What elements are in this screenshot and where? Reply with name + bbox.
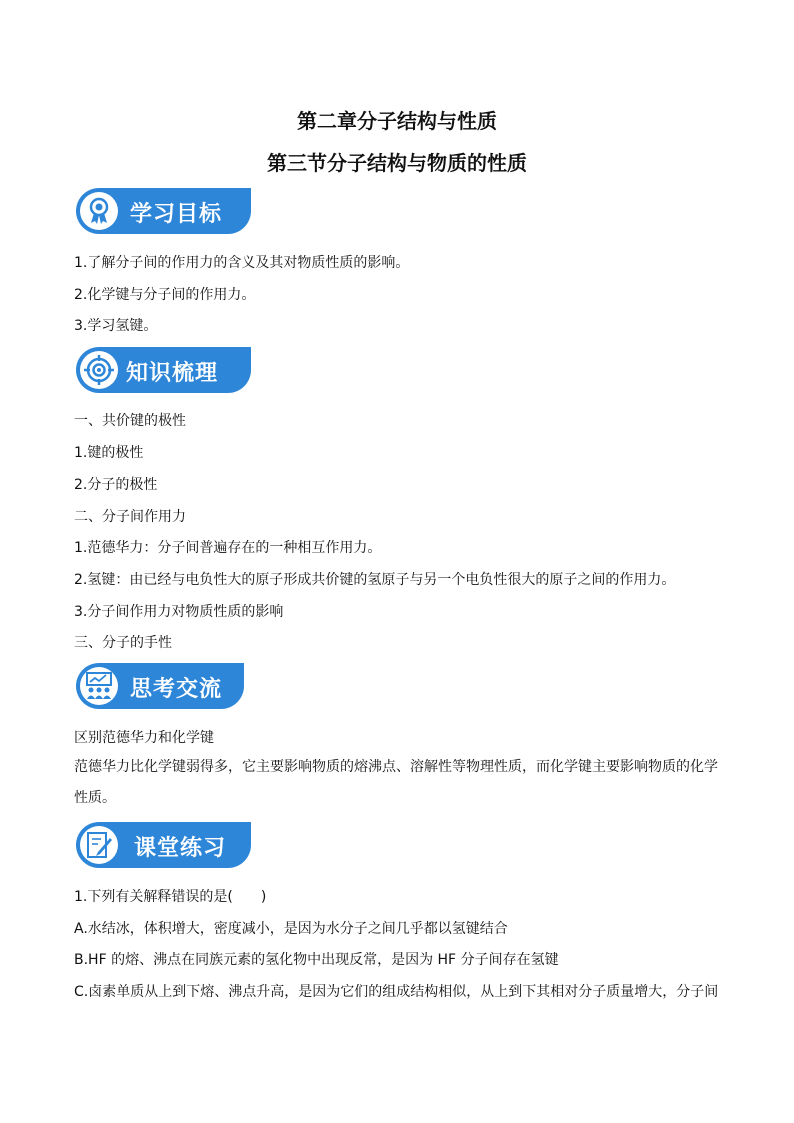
practice-option-b: B.HF 的熔、沸点在同族元素的氢化物中出现反常，是因为 HF 分子间存在氢键	[74, 952, 559, 968]
ribbon-award-icon	[80, 192, 118, 230]
target-icon	[80, 351, 118, 389]
group-discussion-icon	[80, 667, 118, 705]
practice-banner-label: 课堂练习	[134, 836, 227, 861]
knowledge-item: 2.氢键：由已经与电负性大的原子形成共价键的氢原子与另一个电负性很大的原子之间的作用力。	[74, 572, 676, 588]
pencil-note-icon	[80, 826, 118, 864]
knowledge-item: 2.分子的极性	[74, 477, 158, 493]
knowledge-item: 二、分子间作用力	[74, 509, 186, 525]
objective-item: 3.学习氢键。	[74, 318, 158, 334]
knowledge-item: 1.键的极性	[74, 445, 144, 461]
chapter-title: 第二章分子结构与性质	[297, 109, 497, 133]
practice-option-c: C.卤素单质从上到下熔、沸点升高，是因为它们的组成结构相似，从上到下其相对分子质量增大，分子间	[74, 984, 719, 1000]
knowledge-item: 三、分子的手性	[74, 635, 172, 651]
discussion-answer: 范德华力比化学键弱得多，它主要影响物质的熔沸点、溶解性等物理性质，而化学键主要影响物质的化学性质。	[74, 759, 718, 806]
knowledge-item: 一、共价键的极性	[74, 413, 186, 429]
objectives-banner-label: 学习目标	[130, 202, 223, 227]
objective-item: 1.了解分子间的作用力的含义及其对物质性质的影响。	[74, 255, 410, 271]
discussion-banner-label: 思考交流	[130, 677, 223, 702]
section-title: 第三节分子结构与物质的性质	[267, 151, 527, 175]
knowledge-item: 1.范德华力：分子间普遍存在的一种相互作用力。	[74, 540, 382, 556]
knowledge-item: 3.分子间作用力对物质性质的影响	[74, 604, 284, 620]
practice-option-a: A.水结冰，体积增大，密度减小，是因为水分子之间几乎都以氢键结合	[74, 921, 508, 937]
practice-question: 1.下列有关解释错误的是( )	[74, 889, 267, 905]
objective-item: 2.化学键与分子间的作用力。	[74, 287, 256, 303]
discussion-question: 区别范德华力和化学键	[74, 730, 214, 746]
knowledge-banner-label: 知识梳理	[126, 361, 219, 386]
